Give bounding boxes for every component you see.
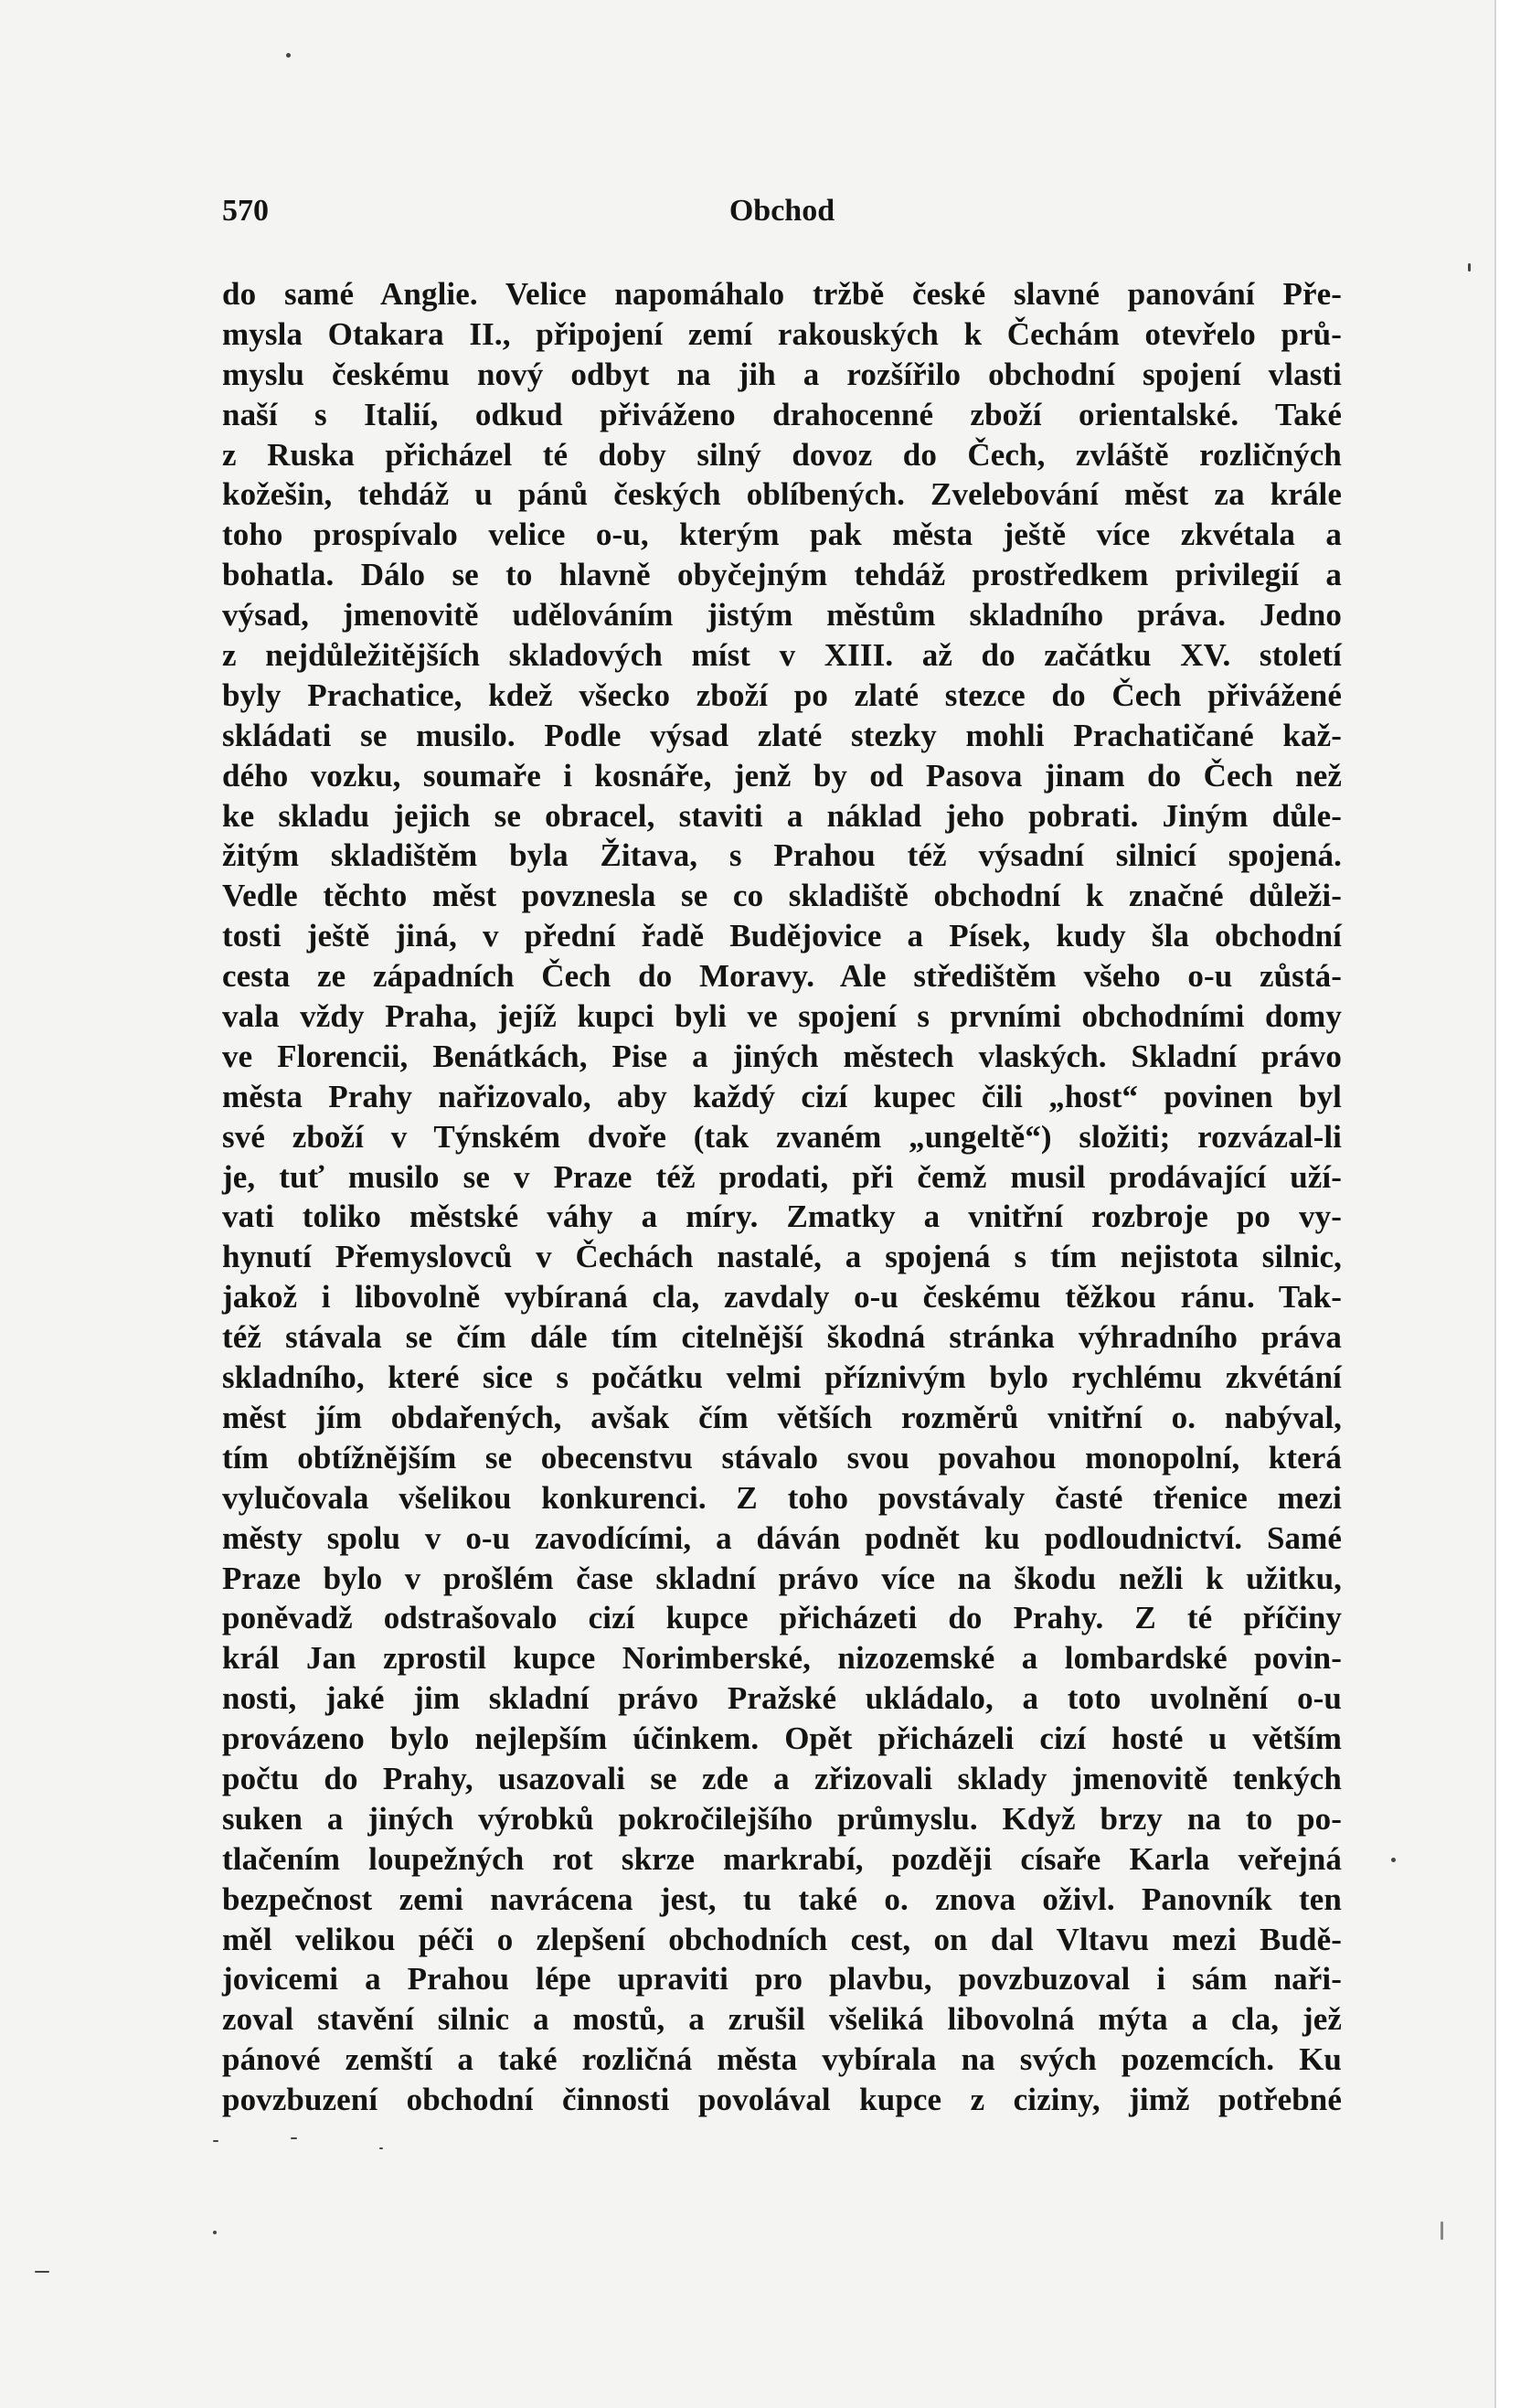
page-number: 570 [222,194,269,228]
text-line: tím obtížnějším se obecenstvu stávalo svou povahou monopolní, která [222,1439,1342,1476]
text-line: kožešin, tehdáž u pánů českých oblíbených. Zvelebování měst za krále [222,476,1342,513]
text-line: vylučovala všelikou konkurenci. Z toho povstávaly časté třenice mezi [222,1479,1342,1516]
text-line: též stávala se čím dále tím citelnější škodná stránka výhradního práva [222,1319,1342,1356]
text-line: počtu do Prahy, usazovali se zde a zřizovali sklady jmenovitě tenkých [222,1760,1342,1796]
text-line: žitým skladištěm byla Žitava, s Prahou též výsadní silnicí spojená. [222,837,1342,874]
ink-speck [35,2271,49,2273]
text-line: měl velikou péči o zlepšení obchodních cest, on dal Vltavu mezi Budě- [222,1921,1342,1957]
text-line: města Prahy nařizovalo, aby každý cizí kupec čili „host“ povinen byl [222,1078,1342,1114]
text-line: mysla Otakara II., připojení zemí rakouských k Čechám otevřelo prů- [222,315,1342,352]
text-line: tlačením loupežných rot skrze markrabí, později císaře Karla veřejná [222,1840,1342,1877]
text-line: naší s Italií, odkud přiváženo drahocenné zboží orientalské. Také [222,396,1342,432]
text-line: je, tuť musilo se v Praze též prodati, při čemž musil prodávající uží- [222,1158,1342,1195]
text-line: dého vozku, soumaře i kosnáře, jenž by od Pasova jinam do Čech než [222,757,1342,794]
ink-speck [213,2140,218,2142]
text-line: suken a jiných výrobků pokročilejšího průmyslu. Když brzy na to po- [222,1800,1342,1837]
text-line: jovicemi a Prahou lépe upraviti pro plavbu, povzbuzoval i sám naři- [222,1961,1342,1998]
text-line: byly Prachatice, kdež všecko zboží po zlaté stezce do Čech přivážené [222,677,1342,713]
text-line: vala vždy Praha, jejíž kupci byli ve spojení s prvními obchodními domy [222,998,1342,1035]
text-line: povzbuzení obchodní činnosti povolával kupce z ciziny, jimž potřebné [222,2082,1342,2118]
text-line: ve Florencii, Benátkách, Pise a jiných městech vlaských. Skladní právo [222,1038,1342,1074]
text-line: měst jím obdařených, avšak čím větších rozměrů vnitřní o. nabýval, [222,1399,1342,1435]
text-line: z Ruska přicházel té doby silný dovoz do Čech, zvláště rozličných [222,436,1342,473]
page-title: Obchod [728,194,835,228]
text-line: nosti, jaké jim skladní právo Pražské ukládalo, a toto uvolnění o-u [222,1680,1342,1717]
text-line: provázeno bylo nejlepším účinkem. Opět přicházeli cizí hosté u větším [222,1721,1342,1757]
text-line: tosti ještě jiná, v přední řadě Budějovice a Písek, kudy šla obchodní [222,918,1342,954]
ink-speck [213,2231,217,2234]
text-line: pánové zemští a také rozličná města vybírala na svých pozemcích. Ku [222,2041,1342,2078]
text-line: bohatla. Dálo se to hlavně obyčejným tehdáž prostředkem privilegií a [222,557,1342,593]
ink-speck [1441,2222,1443,2240]
text-line: z nejdůležitějších skladových míst v XIII. až do začátku XV. století [222,637,1342,674]
ink-speck [291,2137,297,2139]
book-page [222,183,1342,2120]
text-line: poněvadž odstrašovalo cizí kupce přicházeti do Prahy. Z té příčiny [222,1600,1342,1636]
ink-speck [379,2147,383,2149]
text-line: skládati se musilo. Podle výsad zlaté stezky mohli Prachatičané kaž- [222,717,1342,753]
text-line: jakož i libovolně vybíraná cla, zavdaly o-u českému těžkou ránu. Tak- [222,1279,1342,1316]
text-line: toho prospívalo velice o-u, kterým pak města ještě více zkvétala a [222,517,1342,553]
text-line: skladního, které sice s počátku velmi příznivým bylo rychlému zkvétání [222,1359,1342,1396]
ink-speck [1468,263,1471,272]
text-line: myslu českému nový odbyt na jih a rozšířilo obchodní spojení vlasti [222,356,1342,392]
page-edge [1494,0,1531,2408]
text-line: bezpečnost zemi navrácena jest, tu také o. znova oživl. Panovník ten [222,1881,1342,1917]
ink-speck [286,53,291,58]
ink-speck [1391,1858,1396,1862]
text-line: zoval stavění silnic a mostů, a zrušil všeliká libovolná mýta a cla, jež [222,2001,1342,2038]
text-line: cesta ze západních Čech do Moravy. Ale středištěm všeho o-u zůstá- [222,958,1342,995]
text-line: do samé Anglie. Velice napomáhalo tržbě české slavné panování Pře- [222,276,1342,312]
text-line: vati toliko městské váhy a míry. Zmatky a vnitřní rozbroje po vy- [222,1199,1342,1235]
text-line: Vedle těchto měst povznesla se co skladiště obchodní k značné důleži- [222,878,1342,914]
text-line: král Jan zprostil kupce Norimberské, nizozemské a lombardské povin- [222,1640,1342,1677]
text-line: Praze bylo v prošlém čase skladní právo více na škodu nežli k užitku, [222,1560,1342,1596]
text-line: výsad, jmenovitě udělováním jistým městům skladního práva. Jedno [222,597,1342,634]
text-line: ke skladu jejich se obracel, staviti a náklad jeho pobrati. Jiným důle- [222,797,1342,834]
body-text [222,274,1342,2120]
text-line: své zboží v Týnském dvoře (tak zvaném „ungeltě“) složiti; rozvázal-li [222,1118,1342,1155]
text-line: městy spolu v o-u zavodícími, a dáván podnět ku podloudnictví. Samé [222,1519,1342,1556]
running-head [222,183,1342,238]
text-line: hynutí Přemyslovců v Čechách nastalé, a spojená s tím nejistota silnic, [222,1239,1342,1275]
